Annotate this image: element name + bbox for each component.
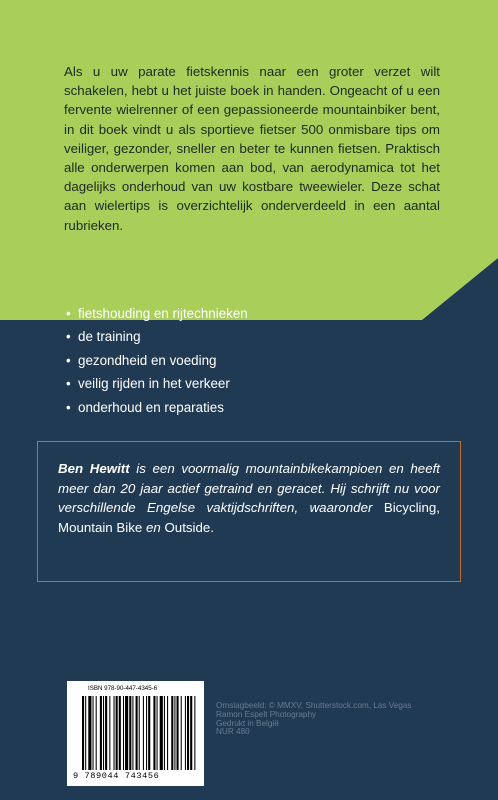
topic-list xyxy=(66,302,248,419)
bullet-icon: • xyxy=(66,306,71,321)
credit-line: Gedrukt in België xyxy=(216,718,279,728)
magazine-title: Bicycling xyxy=(383,500,437,516)
magazine-title: Outside xyxy=(164,519,211,535)
author-name: Ben Hewitt xyxy=(58,461,130,476)
bullet-icon: • xyxy=(66,329,71,345)
credit-line: Omslagbeeld: © MMXV, Shutterstock.com, Las Vegas xyxy=(216,701,412,710)
topic-label: gezondheid en voeding xyxy=(78,352,217,368)
list-item xyxy=(66,372,248,395)
topic-label: de training xyxy=(78,329,141,345)
list-item xyxy=(66,302,248,325)
author-bio: Ben Hewitt is een voormalig mountainbikekampioen en heeft meer dan 20 jaar actief getraind en geracet. Hij schrijft nu voor verschillende Engelse vaktijdschriften, waaronder Bicycling, Mountain Bike en Outside. xyxy=(58,461,440,535)
list-item xyxy=(66,349,248,372)
topic-label: veilig rijden in het verkeer xyxy=(78,376,230,392)
list-item xyxy=(66,396,248,419)
topic-label: onderhoud en reparaties xyxy=(78,399,224,415)
list-item xyxy=(66,325,248,348)
cover-credits xyxy=(216,702,416,737)
bullet-icon: • xyxy=(66,352,71,368)
barcode-icon xyxy=(82,696,196,770)
isbn-label: ISBN 978-90-447-4345-6 xyxy=(88,685,158,692)
bullet-icon: • xyxy=(66,376,71,392)
topic-label: fietshouding en rijtechnieken xyxy=(78,306,248,321)
credit-line: Ramon Espelt Photography xyxy=(216,709,317,719)
magazine-title: Mountain Bike xyxy=(58,519,143,535)
intro-paragraph: Als u uw parate fietskennis naar een groter verzet wilt schakelen, hebt u het juiste boek in handen. Ongeacht of u een fervente wielrenner of een gepassioneerde mountainbiker bent, in dit boek vindt u als sportieve fietser 500 onmisbare tips om veiliger, gezonder, sneller en beter te kunnen fietsen. Praktisch alle onderwerpen komen aan bod, van aerodynamica tot het dagelijks onderhoud van uw kostbare tweewieler. Deze schat aan wielertips is overzichtelijk onderverdeeld in een aantal rubrieken. xyxy=(64,64,440,233)
credit-line: NUR 480 xyxy=(216,727,250,737)
bullet-icon: • xyxy=(66,399,71,415)
barcode-digits: 9 789044 743456 xyxy=(73,771,160,781)
